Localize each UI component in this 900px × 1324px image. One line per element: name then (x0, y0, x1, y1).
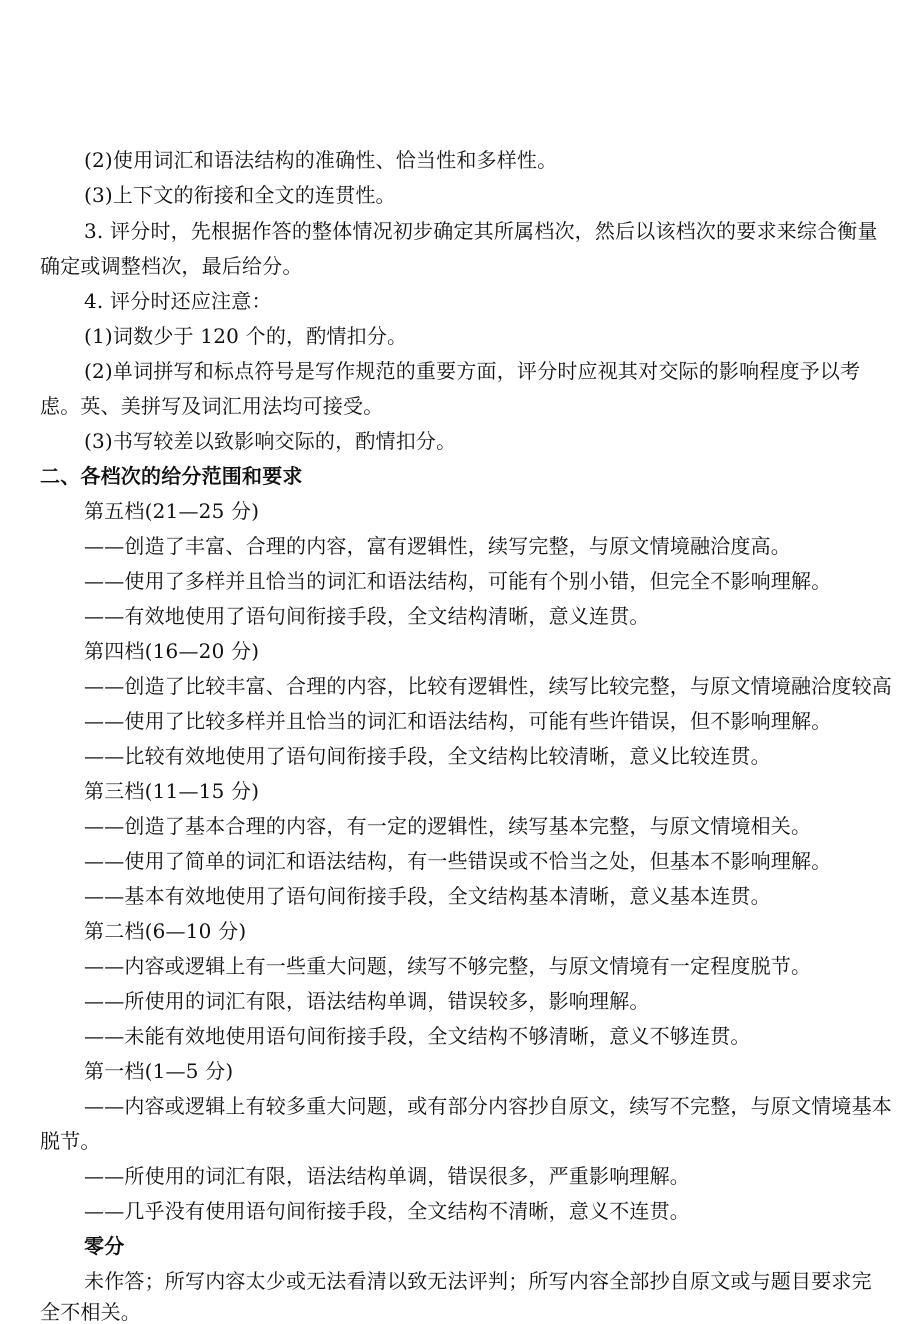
grade-heading: 第三档(11—15 分) (84, 779, 260, 803)
grade-heading: 第二档(6—10 分) (84, 919, 247, 943)
criteria-line: ——有效地使用了语句间衔接手段，全文结构清晰，意义连贯。 (84, 604, 650, 628)
text-line: 虑。英、美拼写及词汇用法均可接受。 (40, 394, 384, 418)
criteria-line: ——创造了比较丰富、合理的内容，比较有逻辑性，续写比较完整，与原文情境融洽度较高 (84, 674, 892, 698)
text-line: (2)单词拼写和标点符号是写作规范的重要方面，评分时应视其对交际的影响程度予以考 (84, 359, 861, 383)
text-line: (1)词数少于 120 个的，酌情扣分。 (84, 324, 408, 348)
grade-heading: 零分 (84, 1234, 125, 1258)
criteria-line: 全不相关。 (40, 1300, 141, 1324)
criteria-line: ——使用了比较多样并且恰当的词汇和语法结构，可能有些许错误，但不影响理解。 (84, 709, 832, 733)
criteria-line: ——内容或逻辑上有一些重大问题，续写不够完整，与原文情境有一定程度脱节。 (84, 954, 812, 978)
criteria-line: ——内容或逻辑上有较多重大问题，或有部分内容抄自原文，续写不完整，与原文情境基本 (84, 1094, 892, 1118)
criteria-line: ——使用了简单的词汇和语法结构，有一些错误或不恰当之处，但基本不影响理解。 (84, 849, 832, 873)
text-line: 确定或调整档次，最后给分。 (40, 254, 303, 278)
criteria-line: ——创造了丰富、合理的内容，富有逻辑性，续写完整，与原文情境融洽度高。 (84, 534, 791, 558)
grade-heading: 第四档(16—20 分) (84, 639, 260, 663)
criteria-line: 未作答；所写内容太少或无法看清以致无法评判；所写内容全部抄自原文或与题目要求完 (84, 1269, 872, 1293)
criteria-line: ——基本有效地使用了语句间衔接手段，全文结构基本清晰，意义基本连贯。 (84, 884, 771, 908)
text-line: (2)使用词汇和语法结构的准确性、恰当性和多样性。 (84, 148, 558, 172)
grade-heading: 第五档(21—25 分) (84, 499, 260, 523)
criteria-line: ——几乎没有使用语句间衔接手段，全文结构不清晰，意义不连贯。 (84, 1199, 690, 1223)
criteria-line: 脱节。 (40, 1129, 101, 1153)
criteria-line: ——比较有效地使用了语句间衔接手段，全文结构比较清晰，意义比较连贯。 (84, 744, 771, 768)
criteria-line: ——创造了基本合理的内容，有一定的逻辑性，续写基本完整，与原文情境相关。 (84, 814, 812, 838)
criteria-line: ——所使用的词汇有限，语法结构单调，错误较多，影响理解。 (84, 989, 650, 1013)
text-line: (3)上下文的衔接和全文的连贯性。 (84, 183, 396, 207)
criteria-line: ——未能有效地使用语句间衔接手段，全文结构不够清晰，意义不够连贯。 (84, 1024, 751, 1048)
criteria-line: ——使用了多样并且恰当的词汇和语法结构，可能有个别小错，但完全不影响理解。 (84, 569, 832, 593)
text-line: (3)书写较差以致影响交际的，酌情扣分。 (84, 429, 457, 453)
criteria-line: ——所使用的词汇有限，语法结构单调，错误很多，严重影响理解。 (84, 1164, 690, 1188)
text-line: 4. 评分时还应注意： (84, 289, 272, 313)
grade-heading: 第一档(1—5 分) (84, 1059, 234, 1083)
section-heading: 二、各档次的给分范围和要求 (40, 464, 303, 488)
text-line: 3. 评分时，先根据作答的整体情况初步确定其所属档次，然后以该档次的要求来综合衡量 (84, 219, 878, 243)
